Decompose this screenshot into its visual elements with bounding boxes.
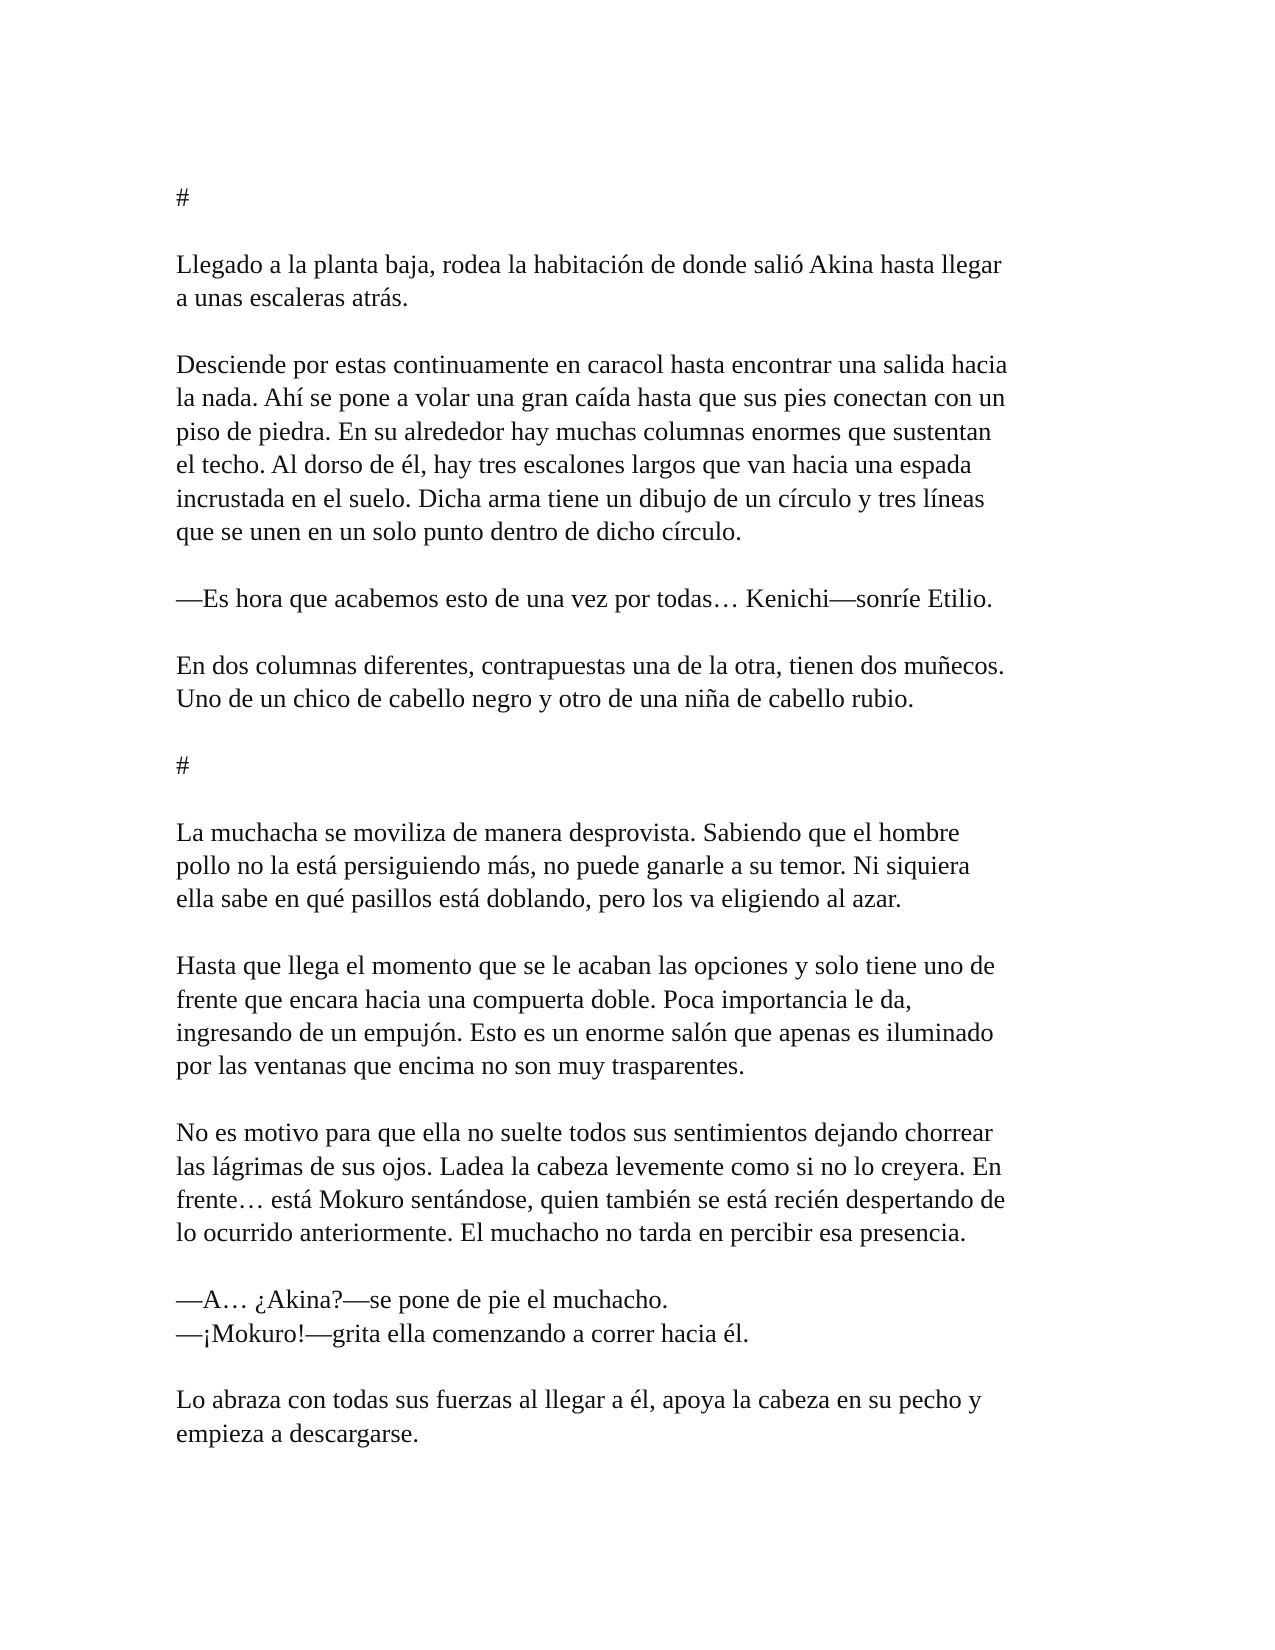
dialogue-line: —¡Mokuro!—grita ella comenzando a correr hacia él. [176,1317,750,1348]
paragraph: Desciende por estas continuamente en caracol hasta encontrar una salida hacia la nada. Ahí se pone a volar una gran caída hasta que sus pies conectan con un piso de piedra. En su alrededor hay muchas columnas enormes que sustentan el techo. Al dorso de él, hay tres escalones largos que van hacia una espada incrustada en el suelo. Dicha arma tiene un dibujo de un círculo y tres líneas que se unen en un solo punto dentro de dicho círculo. [176,349,1008,547]
paragraph: Lo abraza con todas sus fuerzas al llegar a él, apoya la cabeza en su pecho y empieza a descargarse. [176,1384,982,1448]
section-separator: # [176,749,190,780]
document-body [176,181,1116,1484]
dialogue-line: —A… ¿Akina?—se pone de pie el muchacho. [176,1284,669,1315]
dialogue-line: —Es hora que acabemos esto de una vez por todas… Kenichi—sonríe Etilio. [176,582,993,613]
paragraph: No es motivo para que ella no suelte todos sus sentimientos dejando chorrear las lágrimas de sus ojos. Ladea la cabeza levemente como si no lo creyera. En frente… está Mokuro sentándose, quien también se está recién despertando de lo ocurrido anteriormente. El muchacho no tarda en percibir esa presencia. [176,1117,1006,1248]
paragraph: Hasta que llega el momento que se le acaban las opciones y solo tiene uno de frente que encara hacia una compuerta doble. Poca importancia le da, ingresando de un empujón. Esto es un enorme salón que apenas es iluminado por las ventanas que encima no son muy trasparentes. [176,950,996,1081]
paragraph: En dos columnas diferentes, contrapuestas una de la otra, tienen dos muñecos. Uno de un chico de cabello negro y otro de una niña de cabello rubio. [176,649,1005,714]
section-separator: # [176,182,190,212]
paragraph: La muchacha se moviliza de manera desprovista. Sabiendo que el hombre pollo no la está persiguiendo más, no puede ganarle a su temor. Ni siquiera ella sabe en qué pasillos está doblando, pero los va eligiendo al azar. [176,816,971,914]
paragraph: Llegado a la planta baja, rodea la habitación de donde salió Akina hasta llegar a unas escaleras atrás. [176,248,1002,313]
